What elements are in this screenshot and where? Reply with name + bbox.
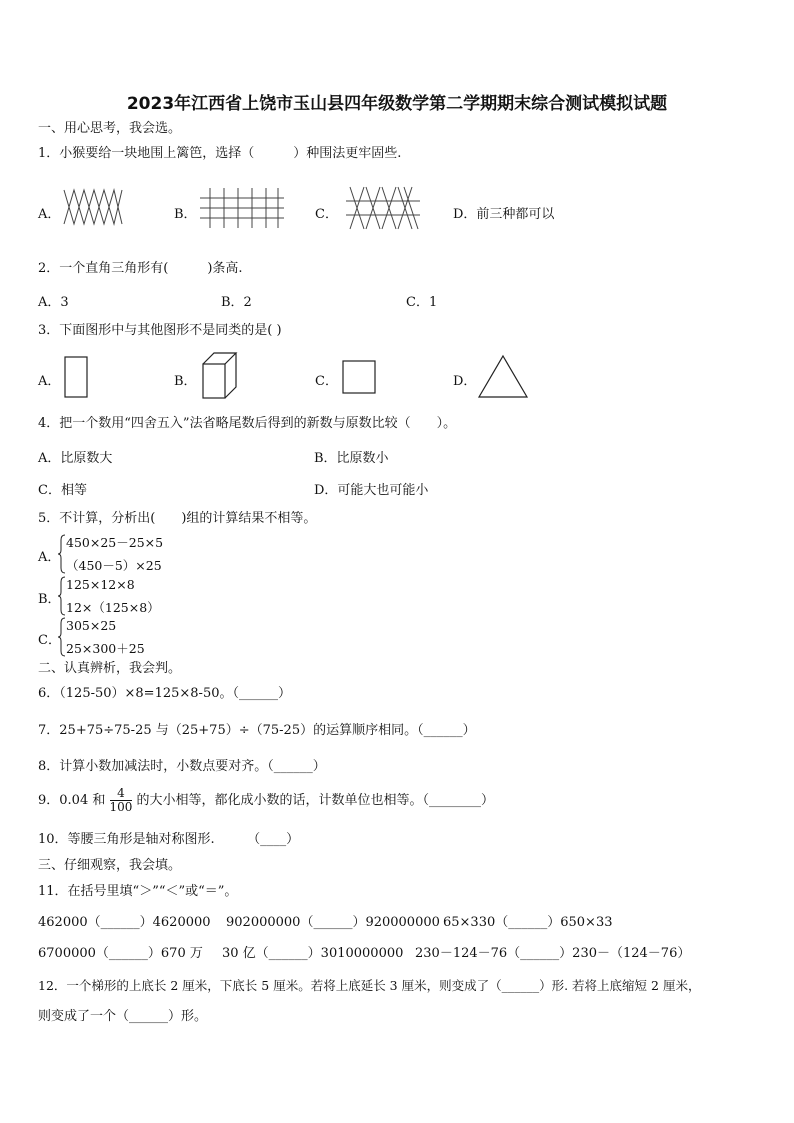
square-figure	[342, 360, 376, 394]
section-heading-2: 二、认真辨析，我会判。	[38, 661, 182, 676]
q2-option-a: A．3	[38, 295, 69, 310]
q1-option-b-label: B．	[174, 207, 197, 222]
question-5-text: 5．不计算，分析出( )组的计算结果不相等。	[38, 511, 317, 526]
question-9	[38, 785, 494, 817]
q11-item-3: 65×330（______）650×33	[443, 915, 613, 930]
q11-item-1: 462000（______）4620000	[38, 915, 211, 930]
q3-option-b-label: B．	[174, 374, 197, 389]
q1-option-a-label: A．	[38, 207, 61, 222]
question-2-text: 2．一个直角三角形有( )条高.	[38, 261, 243, 276]
q5-a-expression-1: 450×25－25×5	[66, 535, 164, 550]
fence-cross-figure	[346, 187, 420, 229]
q11-item-2: 902000000（______）920000000	[226, 915, 440, 930]
triangle-figure	[478, 355, 528, 398]
q5-option-c-label: C．	[38, 633, 61, 648]
section-heading-1: 一、用心思考，我会选。	[38, 121, 182, 136]
q2-option-b: B．2	[221, 295, 252, 310]
brace-c-icon	[58, 617, 66, 657]
question-8-text: 8．计算小数加减法时，小数点要对齐。（______）	[38, 759, 326, 774]
q9-fraction-denominator: 100	[109, 800, 133, 814]
q5-option-a-label: A．	[38, 550, 61, 565]
q5-option-b-label: B．	[38, 592, 61, 607]
q5-b-expression-2: 12×（125×8）	[66, 600, 160, 615]
brace-a-icon	[58, 534, 66, 574]
q1-option-d: D．前三种都可以	[453, 207, 555, 222]
question-1-text: 1．小猴要给一块地围上篱笆，选择（ ）种围法更牢固些.	[38, 146, 402, 161]
q3-option-a-label: A．	[38, 374, 61, 389]
q4-option-d: D．可能大也可能小	[314, 483, 429, 498]
q9-prefix: 9．0.04 和	[38, 793, 106, 808]
question-12-line-2: 则变成了一个（______）形。	[38, 1009, 208, 1024]
q4-option-c: C．相等	[38, 483, 87, 498]
fence-zigzag-figure	[62, 188, 124, 226]
q5-c-expression-1: 305×25	[66, 618, 117, 633]
question-6-text: 6．（125-50）×8=125×8-50。（______）	[38, 686, 291, 701]
q5-b-expression-1: 125×12×8	[66, 577, 135, 592]
rectangle-figure	[64, 356, 88, 398]
question-3-text: 3．下面图形中与其他图形不是同类的是( )	[38, 323, 282, 338]
brace-b-icon	[58, 576, 66, 616]
q9-fraction	[110, 787, 133, 814]
q5-c-expression-2: 25×300＋25	[66, 641, 145, 656]
fence-grid-figure	[200, 188, 284, 228]
q3-option-c-label: C．	[315, 374, 338, 389]
q1-option-c-label: C．	[315, 207, 338, 222]
q11-item-6: 230－124－76（______）230－（124－76）	[415, 946, 691, 961]
q9-fraction-numerator: 4	[110, 787, 133, 801]
q3-option-d-label: D．	[453, 374, 477, 389]
q5-a-expression-2: （450－5）×25	[66, 558, 162, 573]
question-11-text: 11．在括号里填“＞”“＜”或“＝”。	[38, 884, 238, 899]
q9-suffix: 的大小相等，都化成小数的话，计数单位也相等。（________）	[136, 793, 495, 808]
cuboid-figure	[202, 352, 238, 400]
question-12-line-1: 12．一个梯形的上底长 2 厘米，下底长 5 厘米。若将上底延长 3 厘米，则变成了（______）形. 若将上底缩短 2 厘米，	[38, 978, 701, 993]
question-4-text: 4．把一个数用“四舍五入”法省略尾数后得到的新数与原数比较（ ）。	[38, 416, 457, 431]
section-heading-3: 三、仔细观察，我会填。	[38, 858, 182, 873]
question-10-text: 10．等腰三角形是轴对称图形. （____）	[38, 832, 300, 847]
q4-option-a: A．比原数大	[38, 451, 113, 466]
q11-item-5: 30 亿（______）3010000000	[222, 946, 404, 961]
page-title: 2023年江西省上饶市玉山县四年级数学第二学期期末综合测试模拟试题	[126, 94, 668, 114]
q11-item-4: 6700000（______）670 万	[38, 946, 203, 961]
q2-option-c: C．1	[406, 295, 438, 310]
question-7-text: 7．25+75÷75-25 与（25+75）÷（75-25）的运算顺序相同。（______）	[38, 723, 476, 738]
q4-option-b: B．比原数小	[314, 451, 389, 466]
